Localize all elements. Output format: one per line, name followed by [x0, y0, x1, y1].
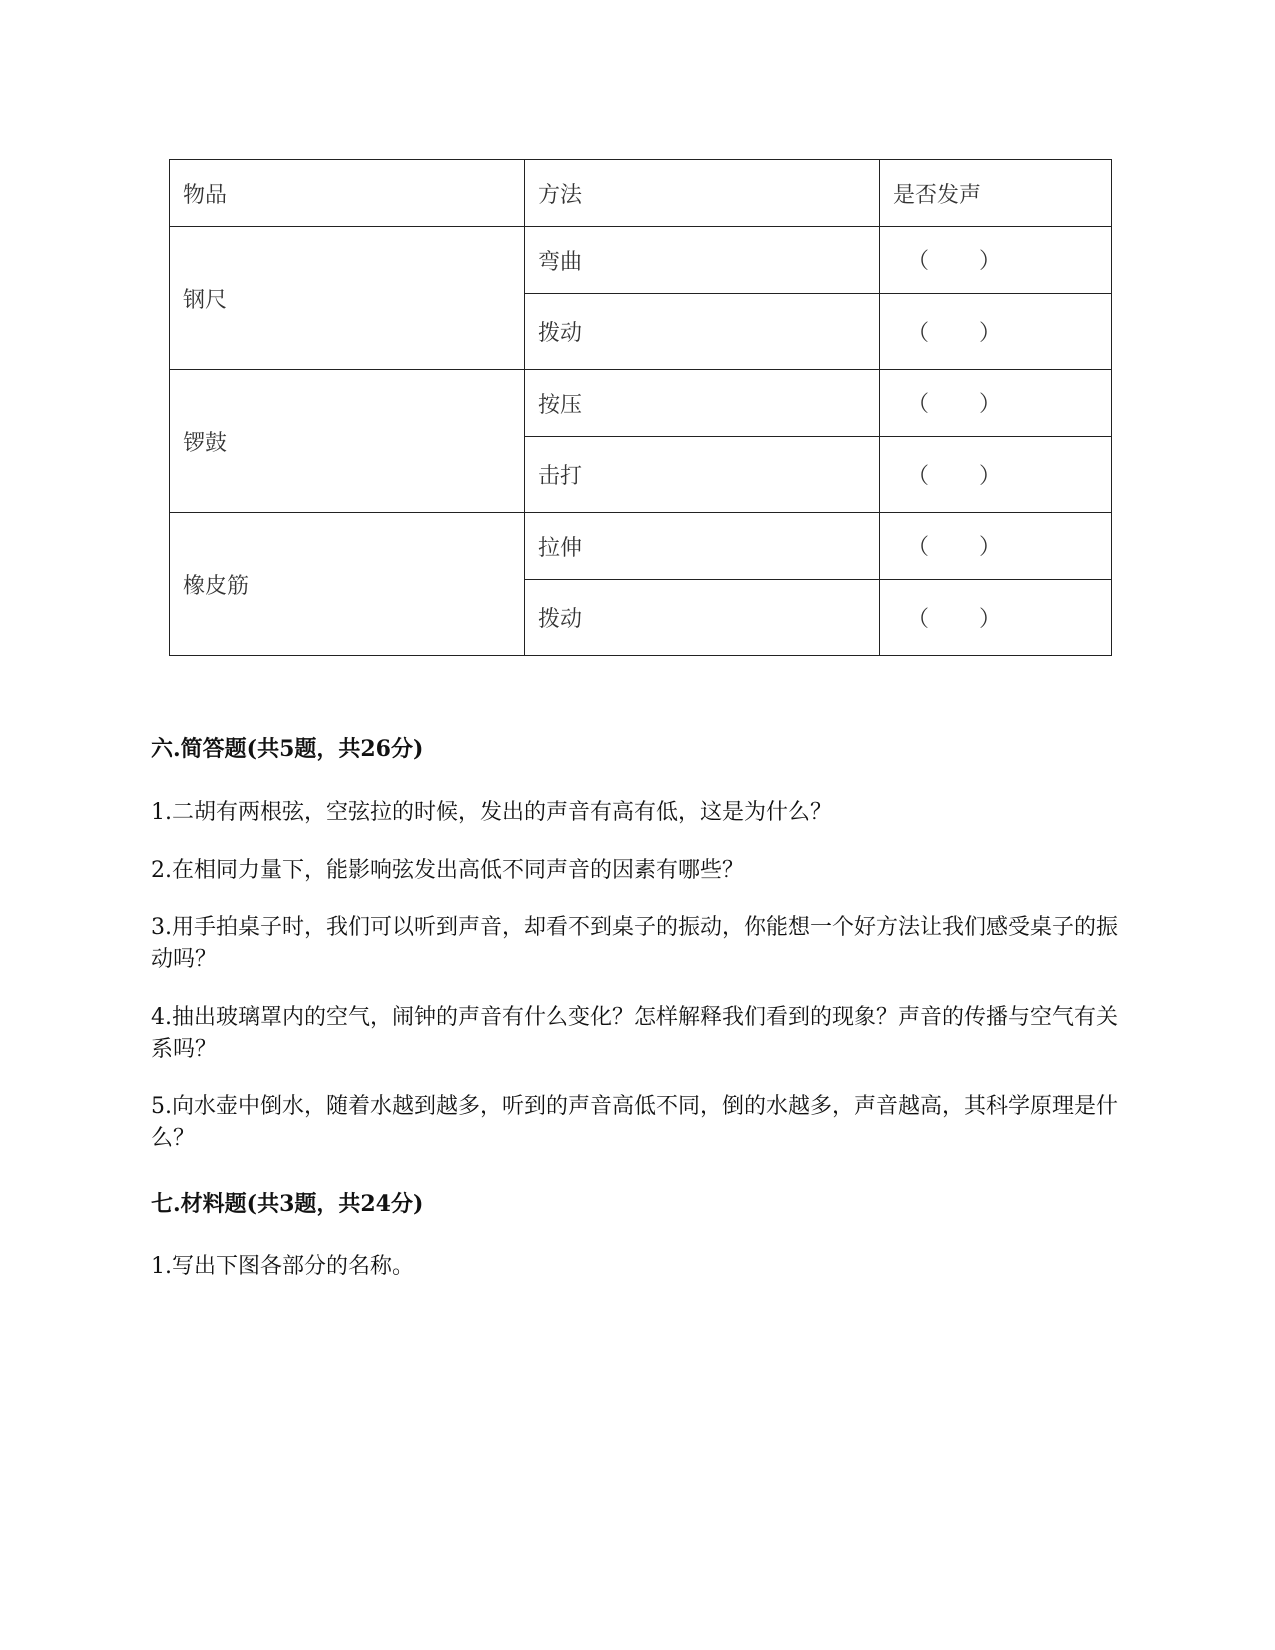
header-method: 方法 [525, 160, 880, 227]
item-cell: 锣鼓 [170, 370, 525, 513]
method-cell: 按压 [525, 370, 880, 437]
table-row [170, 370, 1112, 437]
open-paren: （ [907, 606, 930, 632]
item-cell: 钢尺 [170, 227, 525, 370]
item-cell: 橡皮筋 [170, 513, 525, 656]
method-cell: 拨动 [525, 294, 880, 370]
question-item: 2.在相同力量下，能影响弦发出高低不同声音的因素有哪些？ [151, 858, 744, 883]
open-paren: （ [907, 249, 930, 274]
method-cell: 拉伸 [525, 513, 880, 580]
close-paren: ） [978, 463, 1001, 489]
close-paren: ） [978, 392, 1001, 417]
close-paren: ） [978, 606, 1001, 632]
question-item: 3.用手拍桌子时，我们可以听到声音，却看不到桌子的振动，你能想一个好方法让我们感受桌子的振动吗？ [151, 915, 1118, 972]
answer-cell [880, 437, 1112, 513]
answer-cell [880, 513, 1112, 580]
close-paren: ） [978, 320, 1001, 346]
question-item: 4.抽出玻璃罩内的空气，闹钟的声音有什么变化？怎样解释我们看到的现象？声音的传播与空气有关系吗？ [151, 1005, 1118, 1062]
method-cell: 弯曲 [525, 227, 880, 294]
open-paren: （ [907, 392, 930, 417]
open-paren: （ [907, 320, 930, 346]
open-paren: （ [907, 463, 930, 489]
question-item: 1.二胡有两根弦，空弦拉的时候，发出的声音有高有低，这是为什么？ [151, 800, 832, 825]
table-header-row [170, 160, 1112, 227]
header-sound: 是否发声 [880, 160, 1112, 227]
answer-cell [880, 227, 1112, 294]
experiment-table [169, 159, 1112, 656]
method-cell: 拨动 [525, 580, 880, 656]
question-item: 1.写出下图各部分的名称。 [151, 1254, 414, 1279]
answer-cell [880, 294, 1112, 370]
section-7-title: 七.材料题(共3题，共24分) [151, 1191, 424, 1217]
open-paren: （ [907, 535, 930, 560]
header-item: 物品 [170, 160, 525, 227]
method-cell: 击打 [525, 437, 880, 513]
close-paren: ） [978, 535, 1001, 560]
close-paren: ） [978, 249, 1001, 274]
table-row [170, 227, 1112, 294]
question-item: 5.向水壶中倒水，随着水越到越多，听到的声音高低不同，倒的水越多，声音越高，其科学原理是什么？ [151, 1094, 1118, 1151]
answer-cell [880, 370, 1112, 437]
section-6-title: 六.简答题(共5题，共26分) [151, 736, 424, 762]
table-row [170, 513, 1112, 580]
answer-cell [880, 580, 1112, 656]
